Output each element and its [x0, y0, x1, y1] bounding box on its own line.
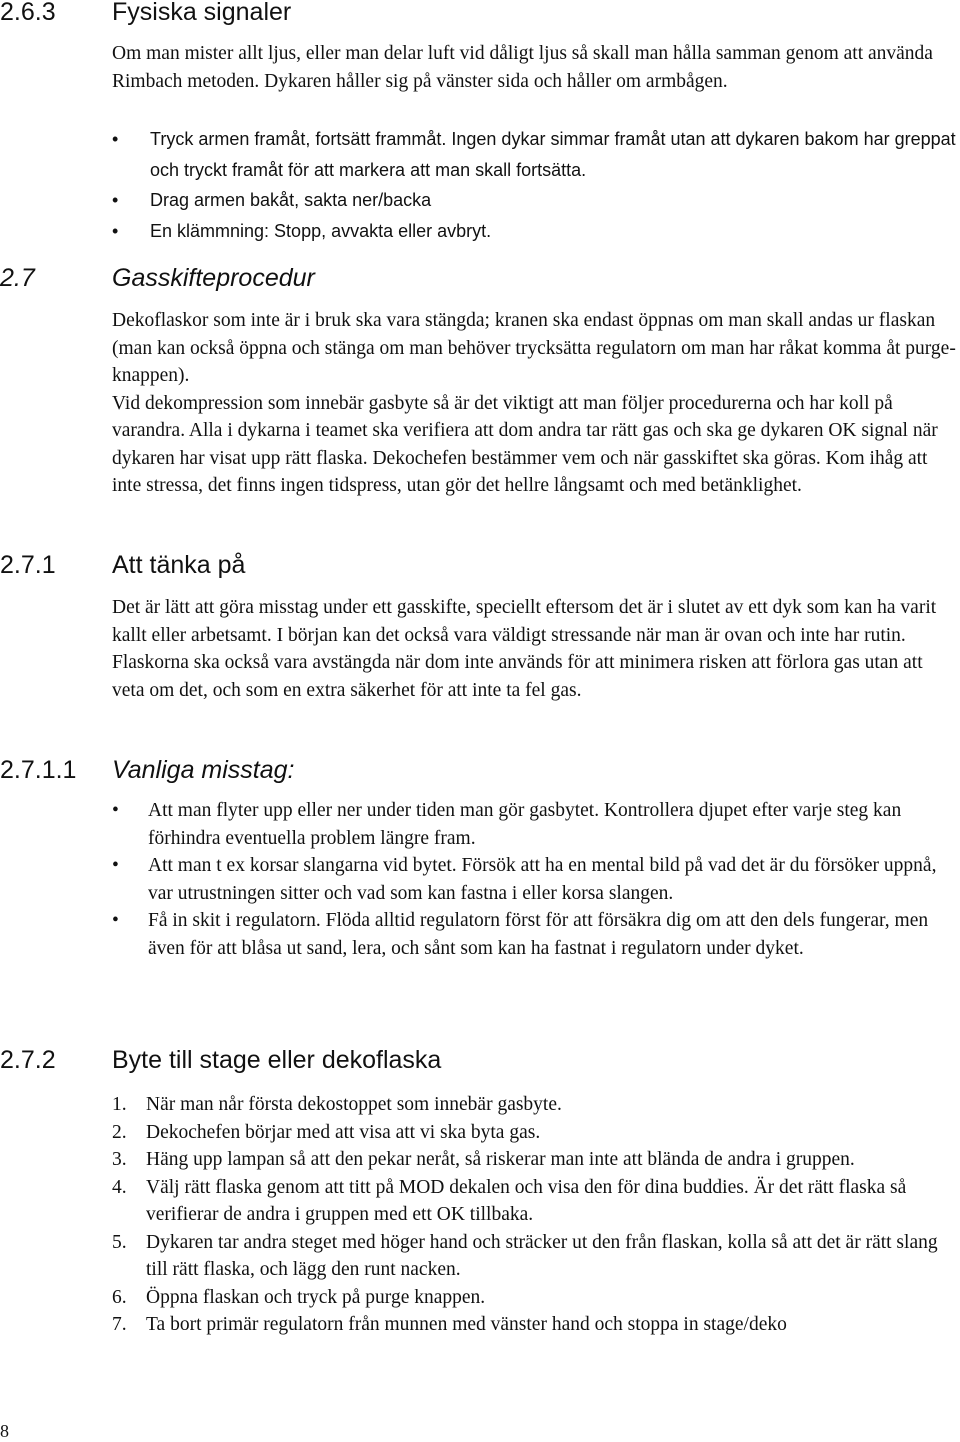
- steps-numbered-list: [112, 1091, 958, 1339]
- bullet-marker: •: [112, 190, 119, 210]
- bullet-marker: •: [112, 855, 119, 876]
- section-title-att-tanka-pa: Att tänka på: [112, 551, 246, 579]
- page-number: 8: [0, 1421, 9, 1441]
- list-item-text: Välj rätt flaska genom att titt på MOD dekalen och visa den för dina buddies. Är det rätt flaska så verifierar de andra i gruppen med ett OK tillbaka.: [146, 1176, 907, 1225]
- list-item: [112, 1146, 958, 1174]
- bullet-marker: •: [112, 220, 119, 241]
- list-item-text: En klämmning: Stopp, avvakta eller avbryt.: [150, 220, 492, 241]
- list-item-text: Tryck armen framåt, fortsätt frammåt. Ingen dykar simmar framåt utan att dykaren bakom har greppat och tryckt framåt för att markera att man skall fortsätta.: [150, 129, 956, 180]
- section-number-2-6-3: 2.6.3: [0, 0, 56, 26]
- section-title-byte-till-stage: Byte till stage eller dekoflaska: [112, 1046, 442, 1074]
- step-number: 5.: [112, 1231, 127, 1253]
- list-item: [112, 1174, 958, 1229]
- section-body-gasskifteprocedur: [112, 307, 958, 500]
- list-item: [112, 124, 958, 185]
- section-body-att-tanka-pa: [112, 594, 958, 704]
- list-item: [112, 797, 958, 852]
- step-number: 4.: [112, 1176, 127, 1198]
- list-item-text: När man når första dekostoppet som innebär gasbyte.: [146, 1094, 562, 1115]
- list-item-text: Få in skit i regulatorn. Flöda alltid regulatorn först för att försäkra dig om att den dels fungerar, men även för att blåsa ut sand, lera, och sånt som kan ha fastnat i regulatorn under dyket.: [148, 910, 929, 959]
- paragraph: Det är lätt att göra misstag under ett gasskifte, speciellt eftersom det är i slutet av ett dyk som kan ha varit kallt eller arbetsamt. I början kan det också vara väldigt stressande när man är ovan och inte har rutin.: [112, 597, 937, 646]
- list-item: [112, 185, 958, 216]
- list-item: [112, 1311, 958, 1339]
- paragraph: Vid dekompression som innebär gasbyte så är det viktigt att man följer procedurerna och har koll på varandra. Alla i dykarna i teamet ska verifiera att dom andra tar rätt gas och ska ge dykaren OK signal när dykaren har visat upp rätt flaska. Dekochefen bestämmer vem och när gasskiftet ska göras. Kom ihåg att inte stressa, det finns ingen tidspress, utan gör det hellre långsamt och med betänklighet.: [112, 392, 938, 496]
- section-number-2-7: 2.7: [0, 264, 35, 292]
- section-body-fysiska-signaler: [112, 40, 958, 95]
- intro-paragraph: Om man mister allt ljus, eller man delar luft vid dåligt ljus så skall man hålla samman genom att använda Rimbach metoden. Dykaren håller sig på vänster sida och håller om armbågen.: [112, 43, 933, 92]
- signal-bullet-list: [112, 124, 958, 246]
- list-item-text: Häng upp lampan så att den pekar neråt, så riskerar man inte att blända de andra i gruppen.: [146, 1149, 855, 1170]
- section-number-2-7-1: 2.7.1: [0, 551, 56, 579]
- bullet-marker: •: [112, 800, 119, 821]
- list-item-text: Dekochefen börjar med att visa att vi ska byta gas.: [146, 1121, 541, 1143]
- section-title-gasskifteprocedur: Gasskifteprocedur: [112, 264, 315, 292]
- mistakes-bullet-list: [112, 797, 958, 962]
- section-title-fysiska-signaler: Fysiska signaler: [112, 0, 292, 26]
- list-item: [112, 852, 958, 907]
- list-item-text: Ta bort primär regulatorn från munnen med vänster hand och stoppa in stage/deko: [146, 1314, 787, 1335]
- list-item: [112, 1284, 958, 1312]
- list-item-text: Dykaren tar andra steget med höger hand och sträcker ut den från flaskan, kolla så att det är rätt slang till rätt flaska, och lägg den runt nacken.: [146, 1231, 938, 1280]
- bullet-marker: •: [112, 129, 119, 149]
- list-item-text: Drag armen bakåt, sakta ner/backa: [150, 190, 432, 210]
- list-item-text: Att man t ex korsar slangarna vid bytet. Försök att ha en mental bild på vad det är du försöker uppnå, var utrustningen sitter och vad som kan fastna i eller korsa slangen.: [148, 855, 937, 904]
- section-title-vanliga-misstag: Vanliga misstag:: [112, 756, 295, 784]
- step-number: 6.: [112, 1286, 127, 1308]
- section-number-2-7-1-1: 2.7.1.1: [0, 756, 77, 784]
- list-item: [112, 907, 958, 962]
- paragraph: Dekoflaskor som inte är i bruk ska vara stängda; kranen ska endast öppnas om man skall andas ur flaskan (man kan också öppna och stänga om man behöver trycksätta regulatorn om man har råkat komma åt purge-knappen).: [112, 310, 956, 386]
- list-item: [112, 216, 958, 247]
- step-number: 2.: [112, 1121, 127, 1143]
- list-item: [112, 1229, 958, 1284]
- list-item: [112, 1091, 958, 1119]
- step-number: 1.: [112, 1094, 127, 1115]
- step-number: 7.: [112, 1314, 127, 1335]
- section-number-2-7-2: 2.7.2: [0, 1046, 56, 1074]
- paragraph: Flaskorna ska också vara avstängda när dom inte används för att minimera risken att förlora gas utan att veta om det, och som en extra säkerhet för att inte ta fel gas.: [112, 652, 923, 701]
- bullet-marker: •: [112, 910, 119, 931]
- list-item: [112, 1119, 958, 1147]
- step-number: 3.: [112, 1149, 127, 1170]
- list-item-text: Att man flyter upp eller ner under tiden man gör gasbytet. Kontrollera djupet efter varje steg kan förhindra eventuella problem längre fram.: [148, 800, 902, 849]
- list-item-text: Öppna flaskan och tryck på purge knappen.: [146, 1286, 486, 1308]
